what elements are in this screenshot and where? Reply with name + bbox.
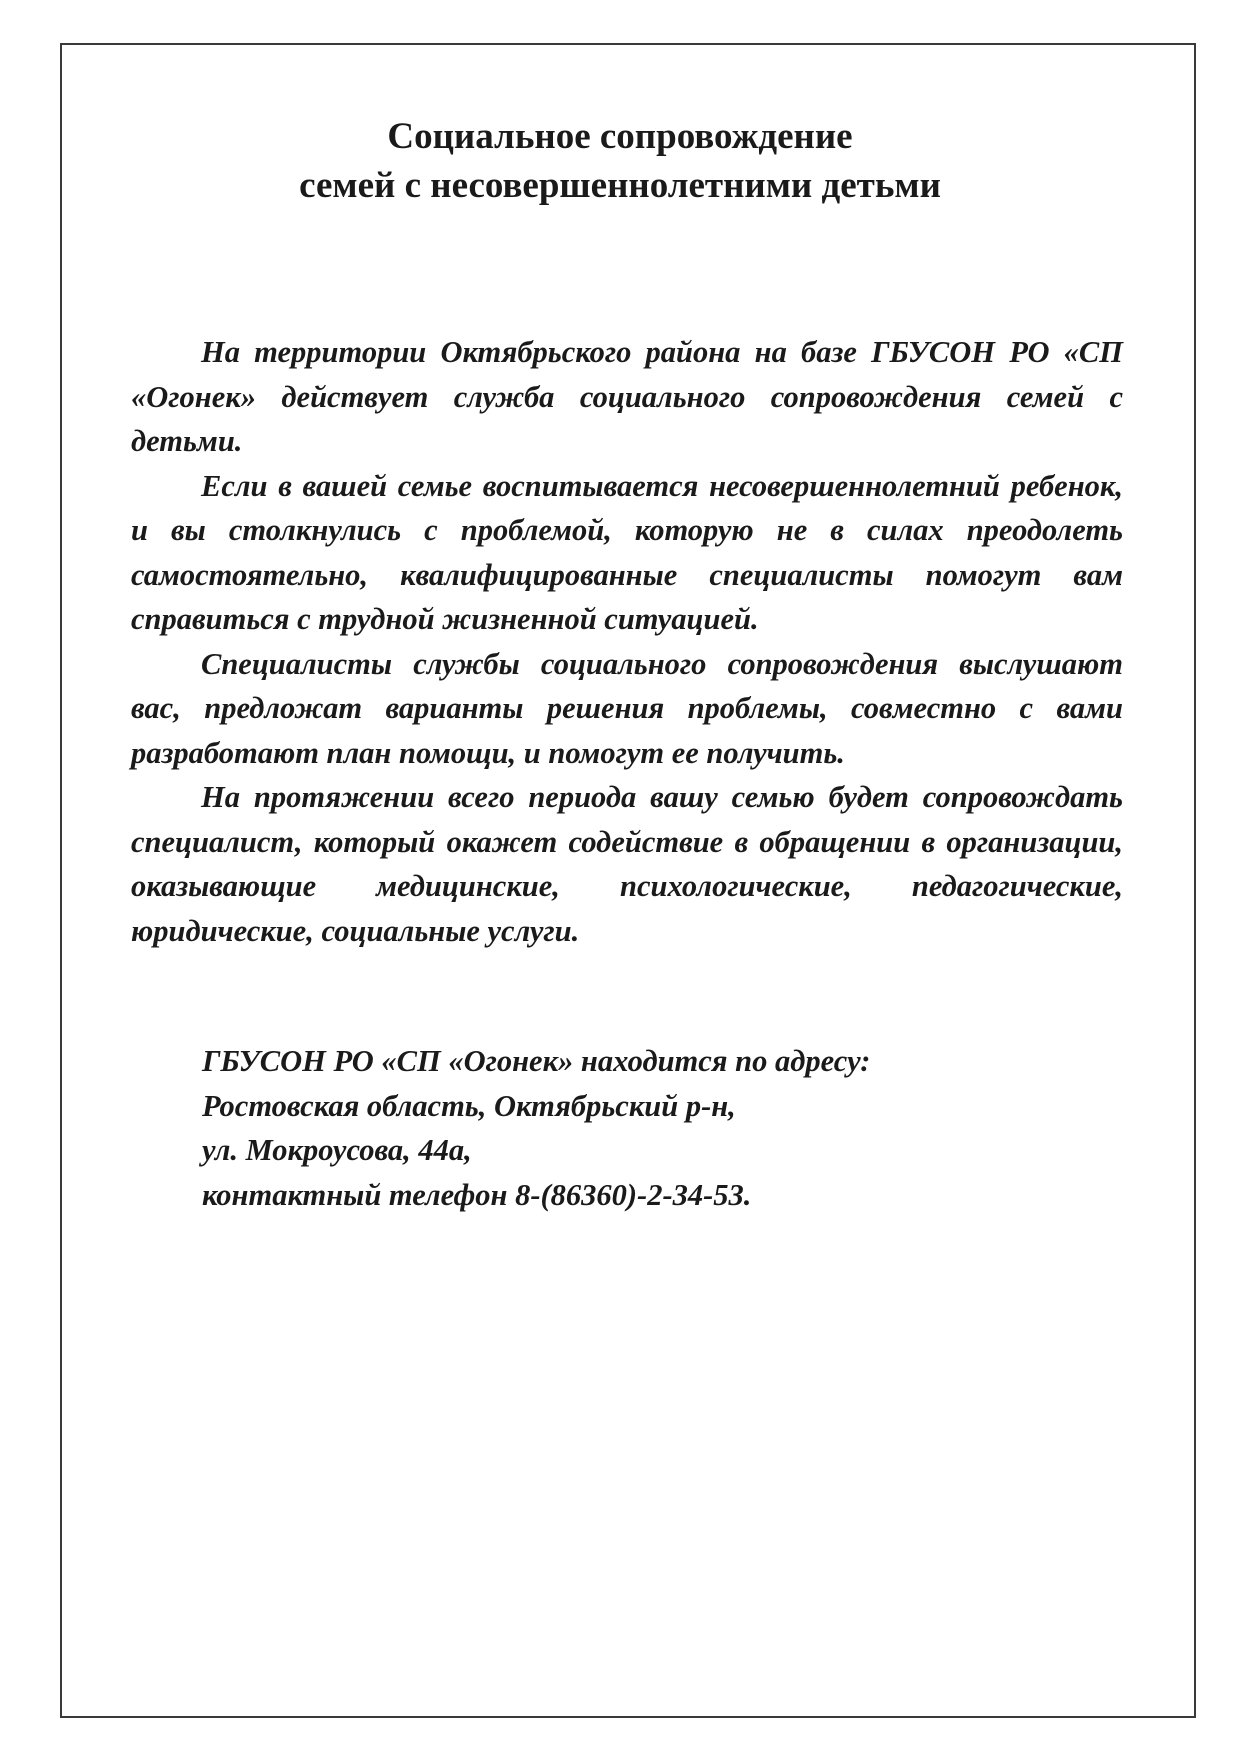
body-text	[131, 330, 1123, 953]
paragraph-intro: На территории Октябрьского района на базе ГБУСОН РО «СП «Огонек» действует служба социального сопровождения семей с детьми.	[131, 335, 1123, 458]
title-line-2: семей с несовершеннолетними детьми	[299, 165, 941, 206]
page-title	[0, 112, 1240, 210]
address-street: ул. Мокроусова, 44а,	[202, 1133, 472, 1167]
title-line-1: Социальное сопровождение	[387, 116, 853, 157]
paragraph-specialists: Специалисты службы социального сопровождения выслушают вас, предложат варианты решения проблемы, совместно с вами разработают план помощи, и помогут ее получить.	[131, 646, 1123, 770]
paragraph-support: На протяжении всего периода вашу семью будет сопровождать специалист, который окажет содействие в обращении в организации, оказывающие медицинские, психологические, педагогические, юридические, социальные услуги.	[131, 780, 1123, 948]
address-region: Ростовская область, Октябрьский р-н,	[202, 1088, 736, 1123]
address-heading: ГБУСОН РО «СП «Огонек» находится по адресу:	[202, 1044, 871, 1078]
address-block	[202, 1039, 1102, 1217]
paragraph-help: Если в вашей семье воспитывается несовершеннолетний ребенок, и вы столкнулись с проблемой, которую не в силах преодолеть самостоятельно, квалифицированные специалисты помогут вам справиться с трудной жизненной ситуацией.	[131, 468, 1123, 636]
contact-phone: контактный телефон 8-(86360)-2-34-53.	[202, 1177, 752, 1212]
